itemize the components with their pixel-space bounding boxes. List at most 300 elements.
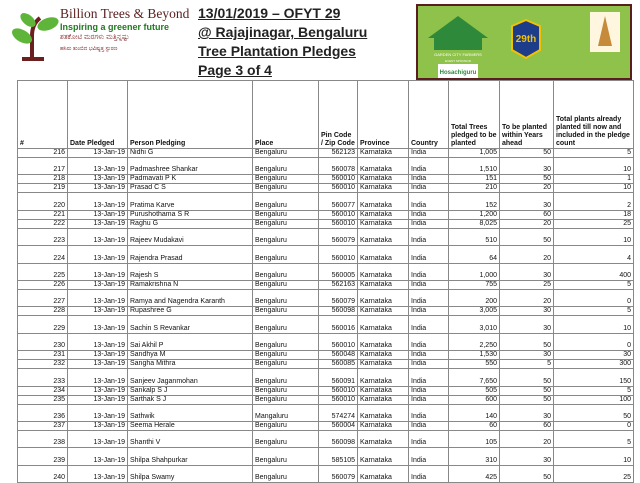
kannada-tagline: ಶತಕೋಟಿ ಮರಗಳು ಮತ್ತಿನ್ನಷ್ಟು — [60, 34, 130, 41]
row-number-cell: 221 — [18, 210, 68, 219]
table-row — [18, 316, 634, 333]
total-trees-cell: 151 — [449, 175, 500, 184]
date-pledged-cell: 13-Jan-19 — [68, 289, 128, 306]
pin-code-cell: 560098 — [319, 430, 358, 447]
table-row — [18, 193, 634, 210]
country-cell: India — [409, 210, 449, 219]
person-pledging-cell: Rajendra Prasad — [128, 246, 253, 263]
place-cell: Bengaluru — [253, 149, 319, 158]
column-header-already-planted: Total plants already planted till now and included in the pledge count — [554, 81, 634, 149]
total-trees-cell: 64 — [449, 246, 500, 263]
total-trees-cell: 755 — [449, 280, 500, 289]
column-header-years-ahead: To be planted within Years ahead — [500, 81, 554, 149]
province-cell: Karnataka — [358, 149, 409, 158]
event-banner — [416, 4, 632, 80]
total-trees-cell: 140 — [449, 404, 500, 421]
total-trees-cell: 510 — [449, 228, 500, 245]
row-number-cell: 232 — [18, 360, 68, 369]
province-cell: Karnataka — [358, 210, 409, 219]
country-cell: India — [409, 175, 449, 184]
total-trees-cell: 3,005 — [449, 307, 500, 316]
total-trees-cell: 550 — [449, 360, 500, 369]
person-pledging-cell: Rupashree G — [128, 307, 253, 316]
country-cell: India — [409, 465, 449, 482]
title-line: @ Rajajinagar, Bengaluru — [198, 24, 368, 40]
column-header-date-pledged: Date Pledged — [68, 81, 128, 149]
total-trees-cell: 152 — [449, 193, 500, 210]
page-title — [198, 4, 367, 80]
years-ahead-cell: 50 — [500, 386, 554, 395]
pin-code-cell: 560048 — [319, 351, 358, 360]
row-number-cell: 230 — [18, 333, 68, 350]
table-row — [18, 219, 634, 228]
date-pledged-cell: 13-Jan-19 — [68, 421, 128, 430]
already-planted-cell: 18 — [554, 210, 634, 219]
row-number-cell: 235 — [18, 395, 68, 404]
date-pledged-cell: 13-Jan-19 — [68, 158, 128, 175]
already-planted-cell: 150 — [554, 369, 634, 386]
already-planted-cell: 400 — [554, 263, 634, 280]
country-cell: India — [409, 263, 449, 280]
pin-code-cell: 560010 — [319, 219, 358, 228]
country-cell: India — [409, 430, 449, 447]
person-pledging-cell: Padmavati P K — [128, 175, 253, 184]
table-row — [18, 158, 634, 175]
person-pledging-cell: Shilpa Swamy — [128, 465, 253, 482]
table-row — [18, 149, 634, 158]
province-cell: Karnataka — [358, 430, 409, 447]
already-planted-cell: 5 — [554, 307, 634, 316]
pin-code-cell: 562123 — [319, 149, 358, 158]
country-cell: India — [409, 386, 449, 395]
place-cell: Bengaluru — [253, 421, 319, 430]
table-row — [18, 210, 634, 219]
column-header-person-pledging: Person Pledging — [128, 81, 253, 149]
person-pledging-cell: Padmashree Shankar — [128, 158, 253, 175]
row-number-cell: 229 — [18, 316, 68, 333]
province-cell: Karnataka — [358, 448, 409, 465]
already-planted-cell: 2 — [554, 193, 634, 210]
column-header-total-trees: Total Trees pledged to be planted — [449, 81, 500, 149]
pin-code-cell: 560010 — [319, 210, 358, 219]
person-pledging-cell: Sachin S Revankar — [128, 316, 253, 333]
place-cell: Bengaluru — [253, 351, 319, 360]
date-pledged-cell: 13-Jan-19 — [68, 465, 128, 482]
country-cell: India — [409, 360, 449, 369]
province-cell: Karnataka — [358, 316, 409, 333]
place-cell: Bengaluru — [253, 448, 319, 465]
years-ahead-cell: 30 — [500, 351, 554, 360]
pin-code-cell: 560010 — [319, 386, 358, 395]
table-row — [18, 333, 634, 350]
row-number-cell: 234 — [18, 386, 68, 395]
country-cell: India — [409, 228, 449, 245]
years-ahead-cell: 50 — [500, 465, 554, 482]
years-ahead-cell: 30 — [500, 307, 554, 316]
country-cell: India — [409, 289, 449, 306]
pin-code-cell: 560016 — [319, 316, 358, 333]
place-cell: Bengaluru — [253, 175, 319, 184]
row-number-cell: 237 — [18, 421, 68, 430]
person-pledging-cell: Rajeev Mudakavi — [128, 228, 253, 245]
country-cell: India — [409, 316, 449, 333]
table-row — [18, 395, 634, 404]
table-row — [18, 421, 634, 430]
row-number-cell: 216 — [18, 149, 68, 158]
table-row — [18, 404, 634, 421]
person-pledging-cell: Sandhya M — [128, 351, 253, 360]
pin-code-cell: 560085 — [319, 360, 358, 369]
person-pledging-cell: Sanjeev Jaganmohan — [128, 369, 253, 386]
province-cell: Karnataka — [358, 263, 409, 280]
place-cell: Bengaluru — [253, 360, 319, 369]
years-ahead-cell: 30 — [500, 316, 554, 333]
already-planted-cell: 0 — [554, 333, 634, 350]
date-pledged-cell: 13-Jan-19 — [68, 184, 128, 193]
province-cell: Karnataka — [358, 404, 409, 421]
years-ahead-cell: 20 — [500, 246, 554, 263]
row-number-cell: 218 — [18, 175, 68, 184]
brand-name: Billion Trees & Beyond — [60, 6, 190, 21]
province-cell: Karnataka — [358, 246, 409, 263]
row-number-cell: 238 — [18, 430, 68, 447]
place-cell: Bengaluru — [253, 333, 319, 350]
country-cell: India — [409, 404, 449, 421]
column-header-pin-code: Pin Code / Zip Code — [319, 81, 358, 149]
place-cell: Mangaluru — [253, 404, 319, 421]
pin-code-cell: 574274 — [319, 404, 358, 421]
country-cell: India — [409, 219, 449, 228]
years-ahead-cell: 20 — [500, 289, 554, 306]
row-number-cell: 231 — [18, 351, 68, 360]
years-ahead-cell: 30 — [500, 193, 554, 210]
row-number-cell: 222 — [18, 219, 68, 228]
table-row — [18, 351, 634, 360]
province-cell: Karnataka — [358, 228, 409, 245]
table-row — [18, 360, 634, 369]
years-ahead-cell: 50 — [500, 395, 554, 404]
date-pledged-cell: 13-Jan-19 — [68, 210, 128, 219]
total-trees-cell: 3,010 — [449, 316, 500, 333]
years-ahead-cell: 50 — [500, 228, 554, 245]
total-trees-cell: 1,000 — [449, 263, 500, 280]
country-cell: India — [409, 369, 449, 386]
place-cell: Bengaluru — [253, 307, 319, 316]
province-cell: Karnataka — [358, 193, 409, 210]
country-cell: India — [409, 307, 449, 316]
date-pledged-cell: 13-Jan-19 — [68, 404, 128, 421]
sapling-icon — [10, 6, 60, 62]
title-line: 13/01/2019 – OFYT 29 — [198, 5, 341, 21]
already-planted-cell: 25 — [554, 465, 634, 482]
pin-code-cell: 560005 — [319, 263, 358, 280]
place-cell: Bengaluru — [253, 246, 319, 263]
column-header-country: Country — [409, 81, 449, 149]
years-ahead-cell: 50 — [500, 175, 554, 184]
years-ahead-cell: 30 — [500, 158, 554, 175]
province-cell: Karnataka — [358, 158, 409, 175]
years-ahead-cell: 30 — [500, 263, 554, 280]
already-planted-cell: 5 — [554, 386, 634, 395]
pin-code-cell: 560091 — [319, 369, 358, 386]
pin-code-cell: 585105 — [319, 448, 358, 465]
person-pledging-cell: Sangha Mithra — [128, 360, 253, 369]
person-pledging-cell: Seema Herale — [128, 421, 253, 430]
pin-code-cell: 560079 — [319, 465, 358, 482]
years-ahead-cell: 20 — [500, 184, 554, 193]
place-cell: Bengaluru — [253, 430, 319, 447]
table-row — [18, 228, 634, 245]
row-number-cell: 236 — [18, 404, 68, 421]
province-cell: Karnataka — [358, 386, 409, 395]
years-ahead-cell: 50 — [500, 333, 554, 350]
date-pledged-cell: 13-Jan-19 — [68, 193, 128, 210]
total-trees-cell: 505 — [449, 386, 500, 395]
province-cell: Karnataka — [358, 421, 409, 430]
already-planted-cell: 10 — [554, 184, 634, 193]
province-cell: Karnataka — [358, 307, 409, 316]
already-planted-cell: 5 — [554, 149, 634, 158]
banner-sponsor: Hosachiguru — [439, 70, 477, 76]
place-cell: Bengaluru — [253, 219, 319, 228]
total-trees-cell: 200 — [449, 289, 500, 306]
pin-code-cell: 560010 — [319, 246, 358, 263]
total-trees-cell: 2,250 — [449, 333, 500, 350]
row-number-cell: 220 — [18, 193, 68, 210]
country-cell: India — [409, 158, 449, 175]
total-trees-cell: 210 — [449, 184, 500, 193]
table-row — [18, 263, 634, 280]
svg-text:29th: 29th — [515, 34, 537, 45]
already-planted-cell: 10 — [554, 316, 634, 333]
country-cell: India — [409, 333, 449, 350]
date-pledged-cell: 13-Jan-19 — [68, 228, 128, 245]
kannada-subtagline: ಹಸಿರು ತುಂಬಿದ ಭವಿಷ್ಯತ್ತ ಸ್ಫುರಣ — [60, 46, 118, 52]
already-planted-cell: 10 — [554, 158, 634, 175]
already-planted-cell: 100 — [554, 395, 634, 404]
country-cell: India — [409, 351, 449, 360]
pin-code-cell: 560098 — [319, 307, 358, 316]
province-cell: Karnataka — [358, 369, 409, 386]
country-cell: India — [409, 395, 449, 404]
person-pledging-cell: Sathwik — [128, 404, 253, 421]
row-number-cell: 225 — [18, 263, 68, 280]
country-cell: India — [409, 246, 449, 263]
total-trees-cell: 600 — [449, 395, 500, 404]
country-cell: India — [409, 184, 449, 193]
row-number-cell: 224 — [18, 246, 68, 263]
row-number-cell: 239 — [18, 448, 68, 465]
date-pledged-cell: 13-Jan-19 — [68, 316, 128, 333]
total-trees-cell: 60 — [449, 421, 500, 430]
pin-code-cell: 560010 — [319, 175, 358, 184]
place-cell: Bengaluru — [253, 158, 319, 175]
years-ahead-cell: 20 — [500, 219, 554, 228]
person-pledging-cell: Ramya and Nagendra Karanth — [128, 289, 253, 306]
person-pledging-cell: Sai Akhil P — [128, 333, 253, 350]
person-pledging-cell: Shilpa Shahpurkar — [128, 448, 253, 465]
province-cell: Karnataka — [358, 360, 409, 369]
table-row — [18, 175, 634, 184]
place-cell: Bengaluru — [253, 386, 319, 395]
already-planted-cell: 10 — [554, 448, 634, 465]
title-line: Tree Plantation Pledges — [198, 43, 356, 59]
table-row — [18, 289, 634, 306]
person-pledging-cell: Shanthi V — [128, 430, 253, 447]
row-number-cell: 227 — [18, 289, 68, 306]
total-trees-cell: 8,025 — [449, 219, 500, 228]
column-header-row-number: # — [18, 81, 68, 149]
years-ahead-cell: 30 — [500, 404, 554, 421]
banner-org: GARDEN CITY FARMERS — [434, 52, 482, 57]
already-planted-cell: 1 — [554, 175, 634, 184]
total-trees-cell: 1,530 — [449, 351, 500, 360]
already-planted-cell: 300 — [554, 360, 634, 369]
place-cell: Bengaluru — [253, 184, 319, 193]
province-cell: Karnataka — [358, 351, 409, 360]
already-planted-cell: 5 — [554, 280, 634, 289]
date-pledged-cell: 13-Jan-19 — [68, 280, 128, 289]
pin-code-cell: 560010 — [319, 184, 358, 193]
pin-code-cell: 560010 — [319, 333, 358, 350]
row-number-cell: 233 — [18, 369, 68, 386]
table-row — [18, 386, 634, 395]
date-pledged-cell: 13-Jan-19 — [68, 307, 128, 316]
place-cell: Bengaluru — [253, 289, 319, 306]
date-pledged-cell: 13-Jan-19 — [68, 386, 128, 395]
country-cell: India — [409, 280, 449, 289]
tagline: Inspiring a greener future — [60, 22, 170, 32]
date-pledged-cell: 13-Jan-19 — [68, 175, 128, 184]
already-planted-cell: 0 — [554, 421, 634, 430]
pledges-table — [17, 80, 634, 483]
already-planted-cell: 30 — [554, 351, 634, 360]
province-cell: Karnataka — [358, 333, 409, 350]
person-pledging-cell: Purushothama S R — [128, 210, 253, 219]
already-planted-cell: 0 — [554, 289, 634, 306]
date-pledged-cell: 13-Jan-19 — [68, 369, 128, 386]
country-cell: India — [409, 421, 449, 430]
event-badge — [512, 20, 540, 58]
total-trees-cell: 105 — [449, 430, 500, 447]
pin-code-cell: 560077 — [319, 193, 358, 210]
date-pledged-cell: 13-Jan-19 — [68, 430, 128, 447]
table-row — [18, 246, 634, 263]
place-cell: Bengaluru — [253, 369, 319, 386]
place-cell: Bengaluru — [253, 465, 319, 482]
years-ahead-cell: 50 — [500, 369, 554, 386]
temple-emblem — [590, 12, 620, 52]
years-ahead-cell: 50 — [500, 149, 554, 158]
pin-code-cell: 562163 — [319, 280, 358, 289]
person-pledging-cell: Ramakrishna N — [128, 280, 253, 289]
banner-sponsor-label: EVENT SPONSOR — [445, 59, 471, 63]
country-cell: India — [409, 149, 449, 158]
already-planted-cell: 25 — [554, 219, 634, 228]
province-cell: Karnataka — [358, 465, 409, 482]
date-pledged-cell: 13-Jan-19 — [68, 333, 128, 350]
date-pledged-cell: 13-Jan-19 — [68, 448, 128, 465]
date-pledged-cell: 13-Jan-19 — [68, 351, 128, 360]
years-ahead-cell: 20 — [500, 430, 554, 447]
date-pledged-cell: 13-Jan-19 — [68, 246, 128, 263]
table-row — [18, 280, 634, 289]
garden-city-farmers-logo — [428, 16, 488, 78]
province-cell: Karnataka — [358, 184, 409, 193]
total-trees-cell: 1,200 — [449, 210, 500, 219]
total-trees-cell: 1,005 — [449, 149, 500, 158]
column-header-place: Place — [253, 81, 319, 149]
place-cell: Bengaluru — [253, 395, 319, 404]
row-number-cell: 219 — [18, 184, 68, 193]
column-header-province: Province — [358, 81, 409, 149]
country-cell: India — [409, 193, 449, 210]
table-row — [18, 184, 634, 193]
total-trees-cell: 310 — [449, 448, 500, 465]
years-ahead-cell: 5 — [500, 360, 554, 369]
person-pledging-cell: Pratima Karve — [128, 193, 253, 210]
person-pledging-cell: Sarthak S J — [128, 395, 253, 404]
person-pledging-cell: Raghu G — [128, 219, 253, 228]
table-row — [18, 307, 634, 316]
person-pledging-cell: Sankalp S J — [128, 386, 253, 395]
pin-code-cell: 560078 — [319, 158, 358, 175]
person-pledging-cell: Rajesh S — [128, 263, 253, 280]
place-cell: Bengaluru — [253, 263, 319, 280]
date-pledged-cell: 13-Jan-19 — [68, 149, 128, 158]
already-planted-cell: 50 — [554, 404, 634, 421]
place-cell: Bengaluru — [253, 316, 319, 333]
already-planted-cell: 5 — [554, 430, 634, 447]
province-cell: Karnataka — [358, 175, 409, 184]
pin-code-cell: 560010 — [319, 395, 358, 404]
years-ahead-cell: 25 — [500, 280, 554, 289]
province-cell: Karnataka — [358, 280, 409, 289]
person-pledging-cell: Prasad C S — [128, 184, 253, 193]
row-number-cell: 228 — [18, 307, 68, 316]
date-pledged-cell: 13-Jan-19 — [68, 360, 128, 369]
table-row — [18, 448, 634, 465]
table-row — [18, 369, 634, 386]
row-number-cell: 217 — [18, 158, 68, 175]
already-planted-cell: 4 — [554, 246, 634, 263]
person-pledging-cell: Nidhi G — [128, 149, 253, 158]
date-pledged-cell: 13-Jan-19 — [68, 219, 128, 228]
place-cell: Bengaluru — [253, 193, 319, 210]
total-trees-cell: 7,650 — [449, 369, 500, 386]
date-pledged-cell: 13-Jan-19 — [68, 263, 128, 280]
total-trees-cell: 425 — [449, 465, 500, 482]
pin-code-cell: 560079 — [319, 289, 358, 306]
already-planted-cell: 10 — [554, 228, 634, 245]
pin-code-cell: 560004 — [319, 421, 358, 430]
country-cell: India — [409, 448, 449, 465]
province-cell: Karnataka — [358, 289, 409, 306]
province-cell: Karnataka — [358, 219, 409, 228]
years-ahead-cell: 30 — [500, 448, 554, 465]
row-number-cell: 240 — [18, 465, 68, 482]
row-number-cell: 226 — [18, 280, 68, 289]
years-ahead-cell: 60 — [500, 421, 554, 430]
place-cell: Bengaluru — [253, 210, 319, 219]
title-line: Page 3 of 4 — [198, 62, 272, 78]
date-pledged-cell: 13-Jan-19 — [68, 395, 128, 404]
years-ahead-cell: 60 — [500, 210, 554, 219]
row-number-cell: 223 — [18, 228, 68, 245]
pin-code-cell: 560079 — [319, 228, 358, 245]
table-row — [18, 430, 634, 447]
place-cell: Bengaluru — [253, 228, 319, 245]
